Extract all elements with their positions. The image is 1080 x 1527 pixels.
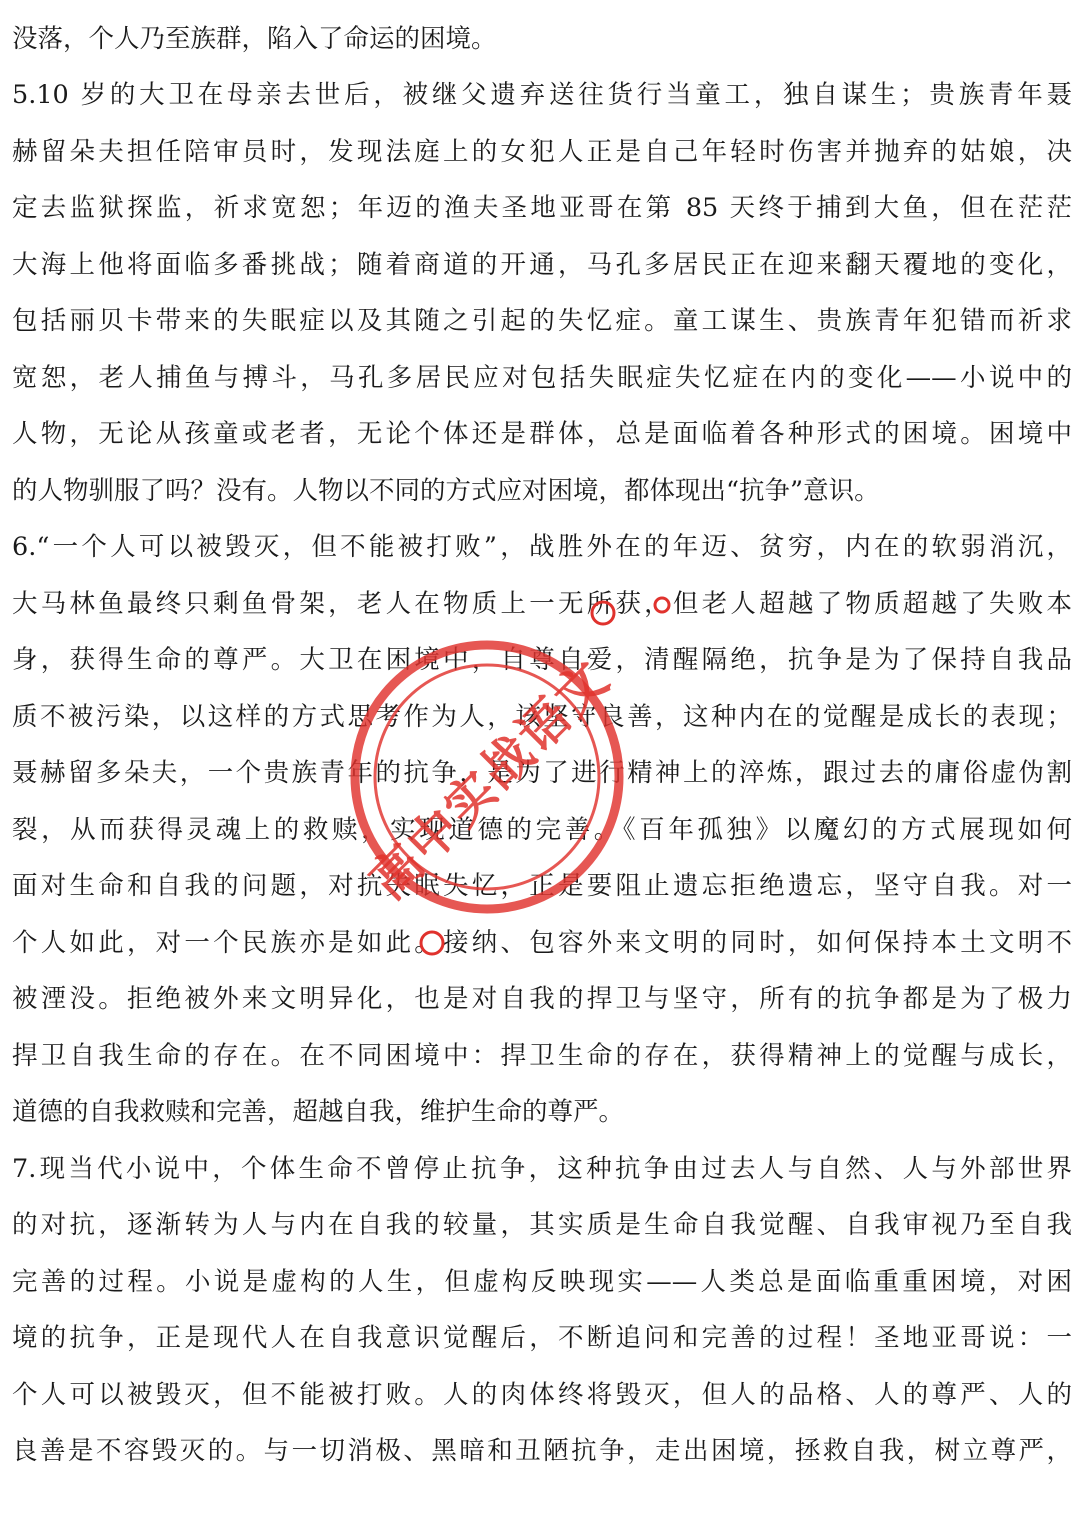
text-line: 7.现当代小说中，个体生命不曾停止抗争，这种抗争由过去人与自然、人与外部世界 [12, 1154, 1072, 1184]
text-line: 良善是不容毁灭的。与一切消极、黑暗和丑陋抗争，走出困境，拯救自我，树立尊严， [12, 1436, 1072, 1466]
text-line: 人物，无论从孩童或老者，无论个体还是群体，总是面临着各种形式的困境。困境中 [12, 419, 1072, 449]
text-line: 个人如此，对一个民族亦是如此。接纳、包容外来文明的同时，如何保持本土文明不 [12, 928, 1072, 958]
svg-text:高中实战语文: 高中实战语文 [359, 649, 621, 911]
text-line: 面对生命和自我的问题，对抗失眠失忆，正是要阻止遗忘拒绝遗忘，坚守自我。对一 [12, 871, 1072, 901]
text-line: 质不被污染，以这样的方式思考作为人，该坚守良善，这种内在的觉醒是成长的表现； [12, 702, 1072, 732]
text-line: 包括丽贝卡带来的失眠症以及其随之引起的失忆症。童工谋生、贵族青年犯错而祈求 [12, 306, 1072, 336]
text-line: 境的抗争，正是现代人在自我意识觉醒后，不断追问和完善的过程！圣地亚哥说：一 [12, 1323, 1072, 1353]
text-line: 赫留朵夫担任陪审员时，发现法庭上的女犯人正是自己年轻时伤害并抛弃的姑娘，决 [12, 137, 1072, 167]
text-line: 捍卫自我生命的存在。在不同困境中：捍卫生命的存在，获得精神上的觉醒与成长， [12, 1041, 1072, 1071]
text-line: 的人物驯服了吗？没有。人物以不同的方式应对困境，都体现出“抗争”意识。 [12, 476, 880, 506]
text-line: 个人可以被毁灭，但不能被打败。人的肉体终将毁灭，但人的品格、人的尊严、人的 [12, 1380, 1072, 1410]
text-line: 大马林鱼最终只剩鱼骨架，老人在物质上一无所获，但老人超越了物质超越了失败本 [12, 589, 1072, 619]
text-line: 完善的过程。小说是虚构的人生，但虚构反映现实——人类总是面临重重困境，对困 [12, 1267, 1072, 1297]
text-line: 没落，个人乃至族群，陷入了命运的困境。 [12, 24, 497, 54]
text-line: 大海上他将面临多番挑战；随着商道的开通，马孔多居民正在迎来翻天覆地的变化， [12, 250, 1072, 280]
text-line: 定去监狱探监，祈求宽恕；年迈的渔夫圣地亚哥在第 85 天终于捕到大鱼，但在茫茫 [12, 193, 1072, 223]
text-line: 身，获得生命的尊严。大卫在困境中，自尊自爱，清醒隔绝，抗争是为了保持自我品 [12, 645, 1072, 675]
text-line: 6.“一个人可以被毁灭，但不能被打败”，战胜外在的年迈、贫穷，内在的软弱消沉， [12, 532, 1072, 562]
text-line: 5.10 岁的大卫在母亲去世后，被继父遗弃送往货行当童工，独自谋生；贵族青年聂 [12, 80, 1072, 110]
text-line: 的对抗，逐渐转为人与内在自我的较量，其实质是生命自我觉醒、自我审视乃至自我 [12, 1210, 1072, 1240]
text-line: 被湮没。拒绝被外来文明异化，也是对自我的捍卫与坚守，所有的抗争都是为了极力 [12, 984, 1072, 1014]
text-line: 裂，从而获得灵魂上的救赎，实现道德的完善。《百年孤独》以魔幻的方式展现如何 [12, 815, 1072, 845]
text-line: 道德的自我救赎和完善，超越自我，维护生命的尊严。 [12, 1097, 625, 1127]
text-line: 聂赫留多朵夫，一个贵族青年的抗争，是为了进行精神上的淬炼，跟过去的庸俗虚伪割 [12, 758, 1072, 788]
text-line: 宽恕，老人捕鱼与搏斗，马孔多居民应对包括失眠症失忆症在内的变化——小说中的 [12, 363, 1072, 393]
